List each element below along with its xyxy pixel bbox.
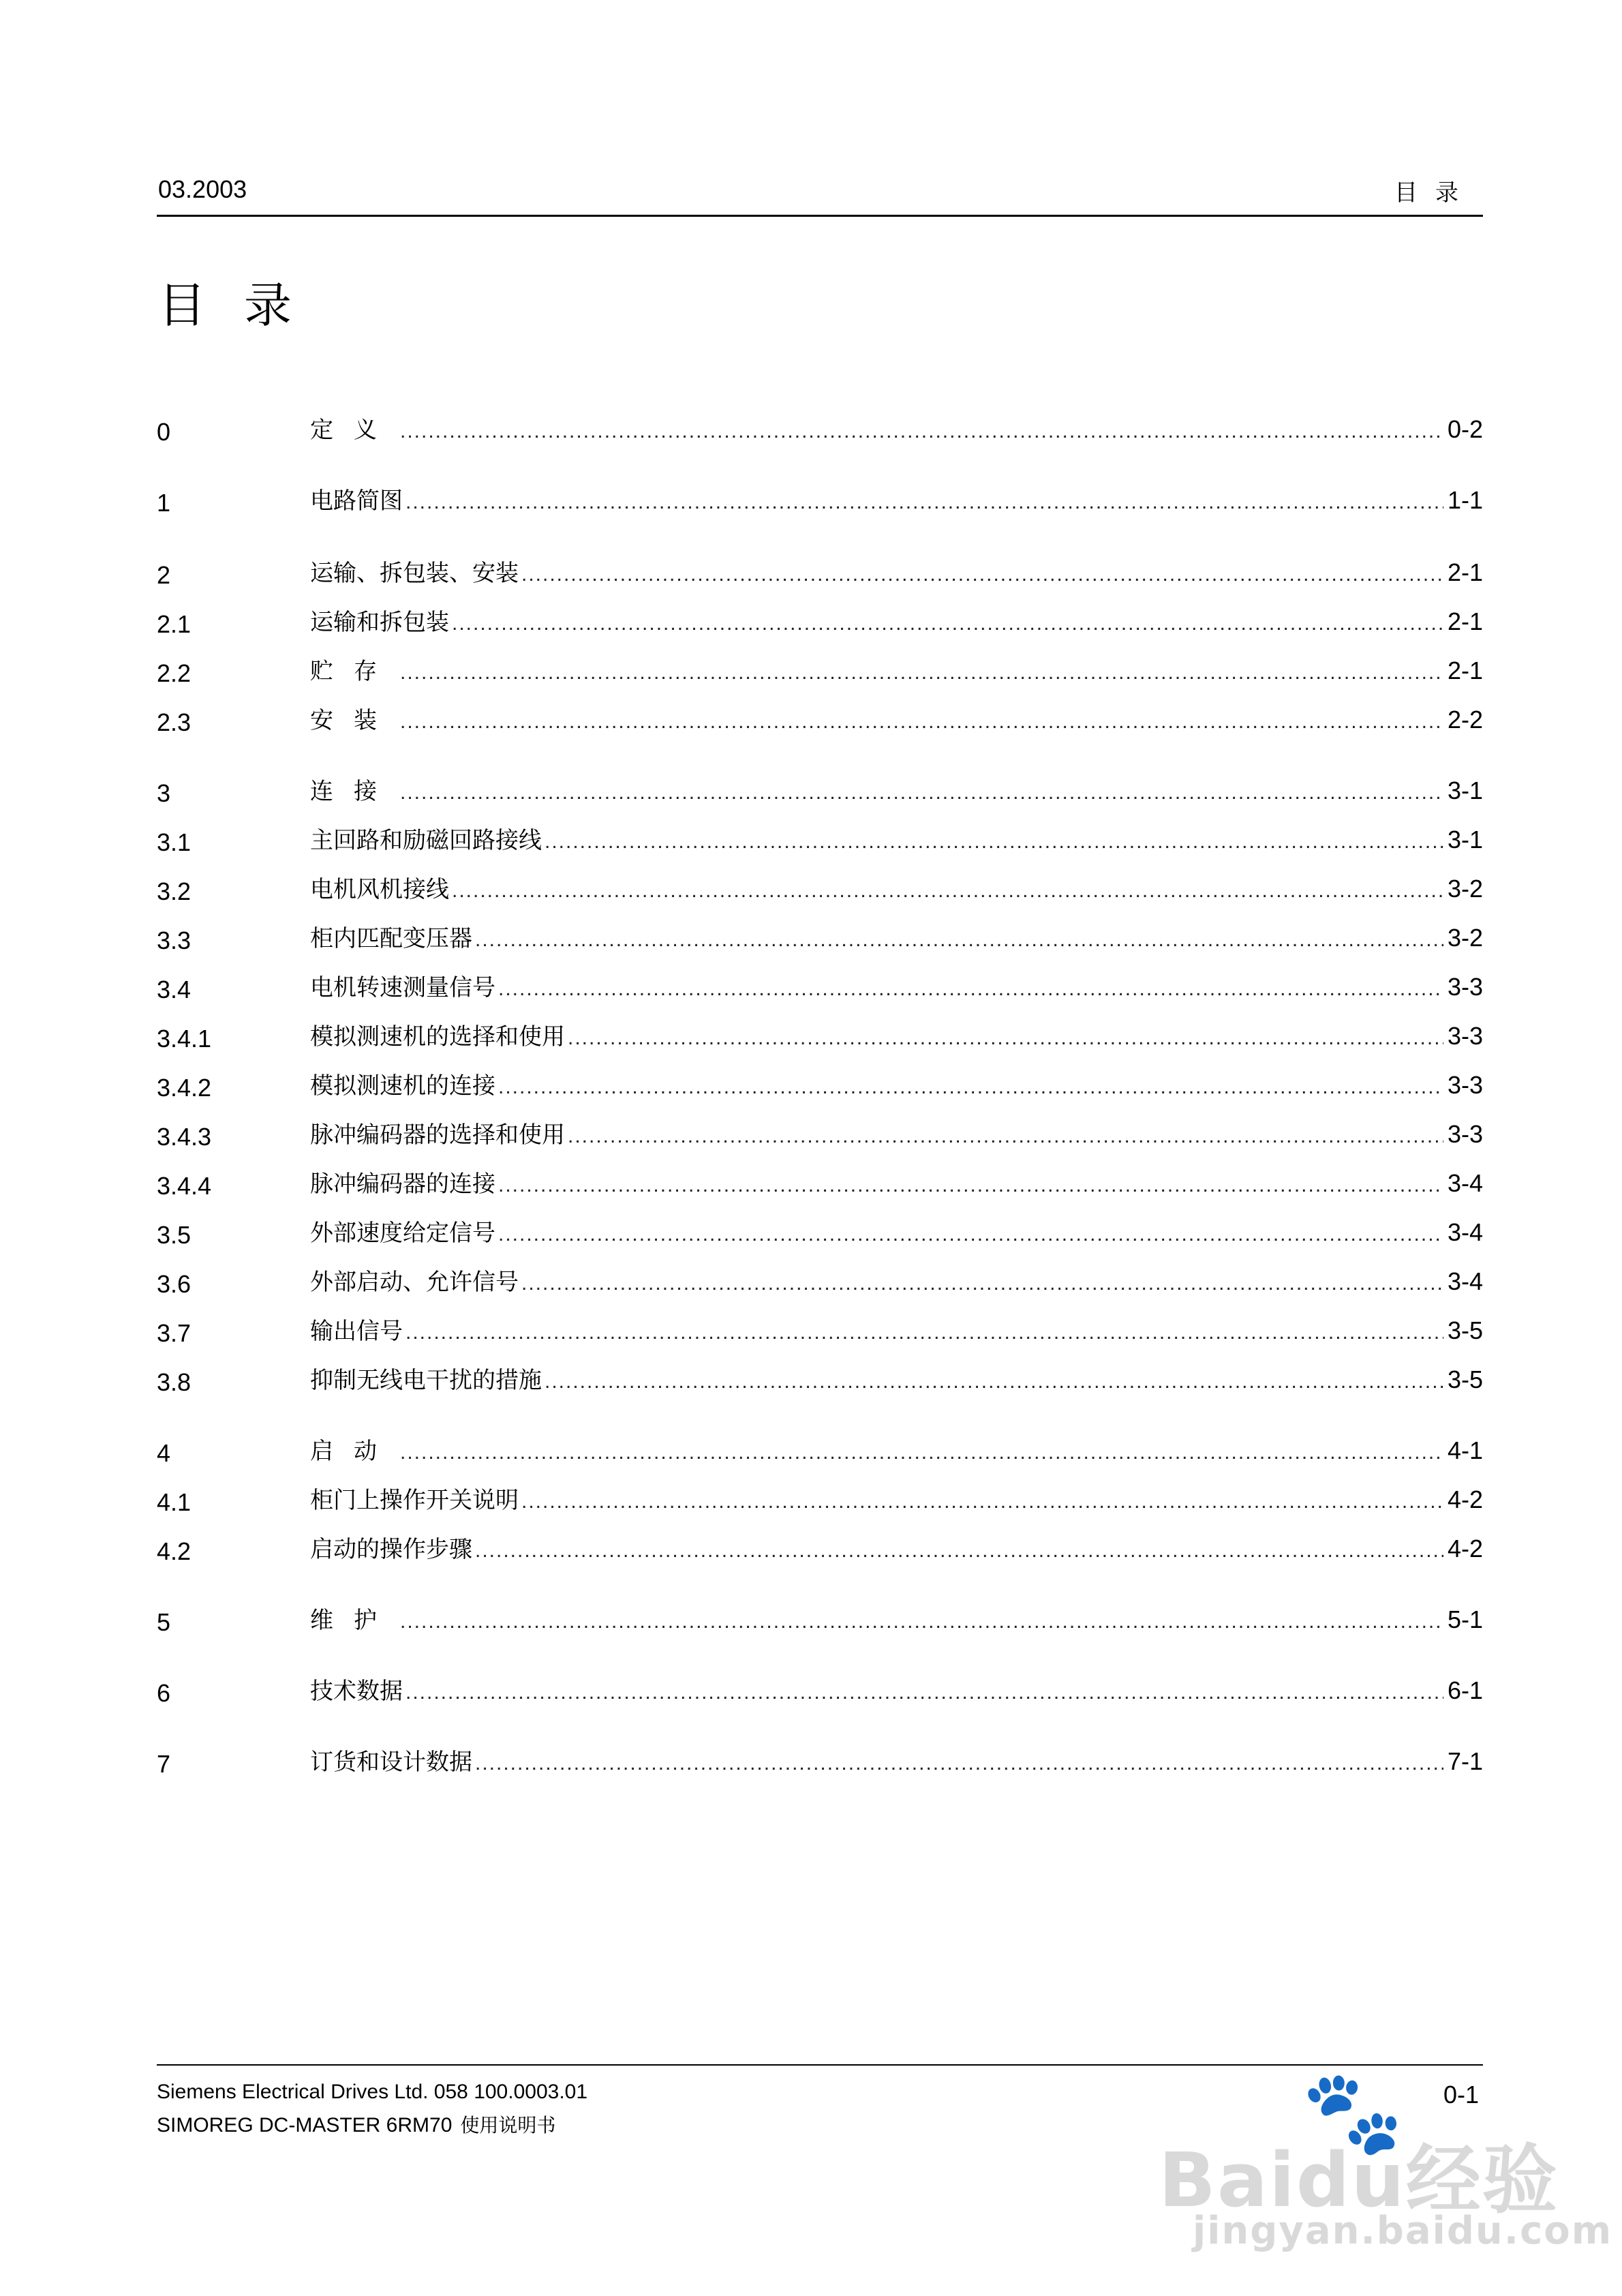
toc-entry (310, 1068, 1483, 1102)
toc-section-title: 电机转速测量信号 (310, 974, 495, 1001)
toc-section-number: 2 (157, 561, 171, 589)
toc-section-title: 抑制无线电干扰的措施 (310, 1367, 542, 1394)
toc-row (157, 1314, 1483, 1348)
toc-entry (310, 1674, 1483, 1708)
toc-page-number: 3-3 (1447, 973, 1483, 1001)
toc-section-number: 0 (157, 418, 171, 446)
toc-row (157, 1215, 1483, 1250)
toc-section-title: 定义 (310, 417, 397, 444)
toc-entry (310, 1363, 1483, 1397)
toc-row (157, 1166, 1483, 1200)
toc-entry (310, 774, 1483, 808)
toc-dot-leader (400, 414, 1443, 449)
toc-page-number: 4-2 (1447, 1535, 1483, 1562)
toc-dot-leader (406, 485, 1443, 519)
toc-row (157, 823, 1483, 857)
toc-dot-leader (400, 776, 1443, 810)
toc-section-number: 4.2 (157, 1537, 192, 1565)
toc-section-title: 柜门上操作开关说明 (310, 1487, 519, 1514)
toc-dot-leader (498, 1070, 1443, 1104)
toc-dot-leader (521, 1485, 1443, 1519)
toc-page-number: 0-2 (1447, 415, 1483, 443)
toc-entry (310, 872, 1483, 906)
toc-row (157, 970, 1483, 1004)
header-chapter: 目录 (1394, 179, 1476, 207)
toc-dot-leader (498, 1168, 1443, 1203)
toc-section-number: 2.3 (157, 708, 192, 736)
toc-section-number: 3.8 (157, 1368, 192, 1396)
toc-section-title: 订货和设计数据 (310, 1749, 472, 1776)
toc-section-number: 3.5 (157, 1221, 192, 1249)
toc-dot-leader (406, 1676, 1443, 1710)
toc-entry (310, 703, 1483, 737)
toc-row (157, 483, 1483, 517)
toc-section-number: 3.4.4 (157, 1172, 212, 1200)
toc-dot-leader (452, 607, 1443, 641)
toc-page-number: 3-3 (1447, 1120, 1483, 1148)
toc-page-number: 4-2 (1447, 1485, 1483, 1513)
toc-entry (310, 1166, 1483, 1200)
toc-page-number: 2-1 (1447, 558, 1483, 586)
toc-entry (310, 556, 1483, 590)
toc-entry (310, 1532, 1483, 1566)
toc-page-number: 2-1 (1447, 656, 1483, 684)
toc-row (157, 1603, 1483, 1637)
toc-entry (310, 1265, 1483, 1299)
toc-section-title: 贮存 (310, 658, 397, 685)
toc-dot-leader (400, 705, 1443, 739)
toc-row (157, 1363, 1483, 1397)
toc-row (157, 412, 1483, 447)
toc-section-number: 5 (157, 1608, 171, 1636)
toc-section-number: 3.6 (157, 1270, 192, 1298)
toc-page-number: 2-1 (1447, 607, 1483, 635)
toc-row (157, 556, 1483, 590)
toc-page-number: 3-5 (1447, 1316, 1483, 1344)
toc-section-title: 技术数据 (310, 1678, 403, 1705)
header-date: 03.2003 (158, 175, 247, 203)
toc-entry (310, 970, 1483, 1004)
toc-page-number: 3-4 (1447, 1169, 1483, 1197)
paw-logo-icon: 🐾 (1302, 2066, 1404, 2160)
toc-section-number: 3.7 (157, 1319, 192, 1347)
toc-entry (310, 1019, 1483, 1053)
toc-row (157, 1483, 1483, 1517)
toc-page-number: 3-3 (1447, 1022, 1483, 1050)
footer-company: Siemens Electrical Drives Ltd. 058 100.0003.01 (157, 2081, 588, 2103)
toc-section-title: 外部速度给定信号 (310, 1220, 495, 1247)
toc-section-number: 2.2 (157, 659, 192, 687)
toc-entry (310, 1215, 1483, 1250)
toc-page-number: 3-1 (1447, 826, 1483, 854)
toc-page-number: 6-1 (1447, 1676, 1483, 1704)
toc-section-number: 3 (157, 779, 171, 807)
toc-page-number: 3-3 (1447, 1071, 1483, 1099)
toc-section-title: 启动 (310, 1438, 397, 1465)
toc-dot-leader (521, 558, 1443, 592)
toc-section-title: 电机风机接线 (310, 876, 449, 903)
toc-section-title: 电路简图 (310, 487, 403, 515)
toc-dot-leader (498, 972, 1443, 1006)
toc-section-number: 7 (157, 1750, 171, 1778)
toc-page-number: 3-4 (1447, 1218, 1483, 1246)
watermark-brand: Baidu经验 (1159, 2136, 1559, 2224)
toc-section-title: 运输和拆包装 (310, 609, 449, 636)
toc-entry (310, 1744, 1483, 1779)
toc-row (157, 1674, 1483, 1708)
toc-section-number: 4.1 (157, 1488, 192, 1516)
toc-entry (310, 823, 1483, 857)
toc-section-title: 外部启动、允许信号 (310, 1269, 519, 1296)
toc-row (157, 605, 1483, 639)
toc-dot-leader (498, 1218, 1443, 1252)
toc-row (157, 703, 1483, 737)
toc-page-number: 5-1 (1447, 1605, 1483, 1633)
page-header (157, 174, 1483, 217)
toc-section-number: 3.2 (157, 877, 192, 905)
toc-entry (310, 605, 1483, 639)
toc-entry (310, 1314, 1483, 1348)
toc-dot-leader (475, 1747, 1443, 1781)
toc-row (157, 1265, 1483, 1299)
toc-dot-leader (400, 1605, 1443, 1639)
toc-page-number: 3-2 (1447, 875, 1483, 903)
toc-section-title: 脉冲编码器的选择和使用 (310, 1121, 565, 1149)
toc-entry (310, 1434, 1483, 1468)
toc-page-number: 3-2 (1447, 924, 1483, 952)
toc-row (157, 872, 1483, 906)
toc-row (157, 1532, 1483, 1566)
toc-entry (310, 1117, 1483, 1151)
toc-dot-leader (545, 825, 1443, 859)
toc-section-title: 输出信号 (310, 1318, 403, 1345)
toc-section-number: 6 (157, 1679, 171, 1707)
toc-section-number: 3.4 (157, 976, 192, 1003)
toc-section-number: 3.4.1 (157, 1025, 212, 1053)
toc-section-title: 脉冲编码器的连接 (310, 1170, 495, 1198)
toc-row (157, 1434, 1483, 1468)
toc-dot-leader (545, 1365, 1443, 1399)
toc-page-number: 2-2 (1447, 706, 1483, 734)
toc-row (157, 1068, 1483, 1102)
toc-entry (310, 1483, 1483, 1517)
toc-row (157, 774, 1483, 808)
toc-page-number: 1-1 (1447, 486, 1483, 514)
toc-section-title: 运输、拆包装、安装 (310, 560, 519, 587)
toc-dot-leader (521, 1267, 1443, 1301)
toc-section-number: 3.3 (157, 926, 192, 954)
toc-section-title: 柜内匹配变压器 (310, 925, 472, 952)
toc-page-number: 4-1 (1447, 1436, 1483, 1464)
toc-entry (310, 921, 1483, 955)
toc-section-number: 3.4.3 (157, 1123, 212, 1151)
toc-row (157, 1019, 1483, 1053)
toc-section-number: 1 (157, 489, 171, 517)
toc-page-number: 7-1 (1447, 1747, 1483, 1775)
toc-page-number: 3-1 (1447, 776, 1483, 804)
toc-section-number: 2.1 (157, 610, 192, 638)
toc-section-title: 模拟测速机的选择和使用 (310, 1023, 565, 1051)
footer-page-number: 0-1 (1443, 2081, 1479, 2109)
toc-section-title: 维护 (310, 1607, 397, 1634)
toc-dot-leader (406, 1316, 1443, 1350)
toc-section-number: 3.4.2 (157, 1074, 212, 1102)
toc-entry (310, 1603, 1483, 1637)
toc-page-number: 3-4 (1447, 1267, 1483, 1295)
page-title: 目录 (158, 277, 330, 333)
toc-entry (310, 483, 1483, 517)
footer-product-name: SIMOREG DC-MASTER 6RM70 (157, 2114, 453, 2136)
footer-manual-label: 使用说明书 (460, 2114, 556, 2136)
toc-dot-leader (475, 1534, 1443, 1568)
toc-row (157, 1744, 1483, 1779)
toc-section-title: 模拟测速机的连接 (310, 1072, 495, 1100)
toc-dot-leader (400, 656, 1443, 690)
toc-row (157, 654, 1483, 688)
toc-section-number: 3.1 (157, 828, 192, 856)
toc-section-title: 主回路和励磁回路接线 (310, 827, 542, 854)
toc-dot-leader (568, 1021, 1443, 1055)
toc-dot-leader (400, 1436, 1443, 1470)
toc-dot-leader (475, 923, 1443, 957)
toc-dot-leader (452, 874, 1443, 908)
baidu-watermark (1159, 2066, 1613, 2270)
toc-section-title: 启动的操作步骤 (310, 1536, 472, 1563)
toc-section-title: 安装 (310, 707, 397, 734)
toc-section-title: 连接 (310, 778, 397, 805)
toc-entry (310, 412, 1483, 447)
toc-row (157, 921, 1483, 955)
watermark-site: jingyan.baidu.com (1193, 2209, 1613, 2253)
toc-section-number: 4 (157, 1439, 171, 1467)
toc-dot-leader (568, 1119, 1443, 1153)
toc-entry (310, 654, 1483, 688)
toc-page-number: 3-5 (1447, 1365, 1483, 1393)
toc-row (157, 1117, 1483, 1151)
